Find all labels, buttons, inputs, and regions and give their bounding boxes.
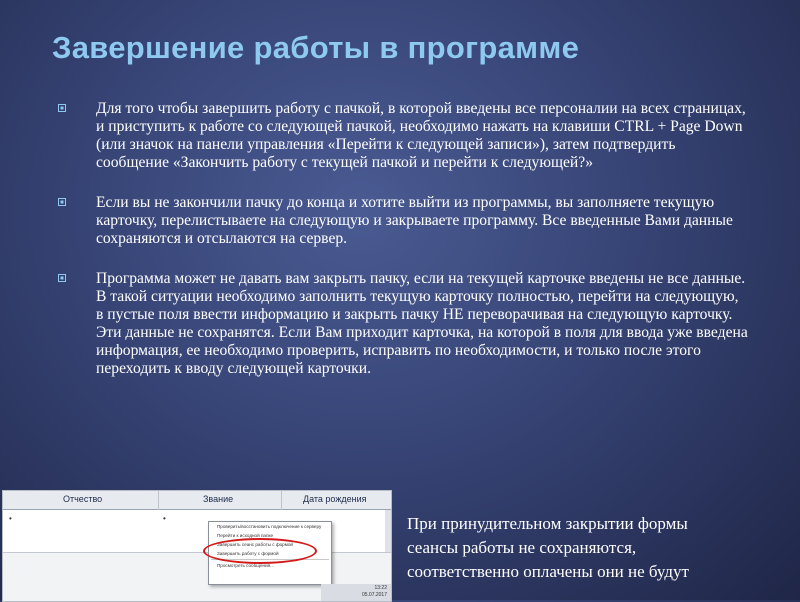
bullet-square-icon [58,198,66,206]
caption-line: соответственно оплачены они не будут [407,562,689,581]
column-header-patronymic: Отчество [63,494,103,504]
bullet-text: Если вы не закончили пачку до конца и хотите выйти из программы, вы заполняете текущую карточку, перелистываете на следующую и закрываете программу. Все введенные Вами данные сохраняются и отсылаются на сервер. [96,194,733,247]
context-menu-item: Завершить сеанс работы с формой [217,542,293,547]
embedded-app-screenshot [2,490,392,602]
context-menu-item: Завершить работу с формой [217,551,279,556]
tray-clock [362,585,387,599]
context-menu-item: Просмотреть сообщения... [217,563,274,568]
bullet-square-icon [58,104,66,112]
bullet-item [58,194,748,248]
grid-row [3,510,391,553]
slide-title: Завершение работы в программе [52,30,580,65]
column-header-birthdate: Дата рождения [303,494,367,504]
bullet-square-icon [58,274,66,282]
bullet-list [58,100,748,400]
row-marker: • [163,514,166,523]
row-marker: • [9,514,12,523]
context-menu-item: Перейти к исходной папке [217,533,274,538]
vertical-scrollbar [385,510,391,552]
bullet-item [58,100,748,172]
bullet-text: Для того чтобы завершить работу с пачкой, в которой введены все персоналии на всех страницах, и приступить к работе со следующей пачкой, необходимо нажать на клавиши CTRL + Page Down (или значок на панели управления «Перейти к следующей записи»), затем подтвердить сообщение «Закончить работу с текущей пачкой и перейти к следующей?» [96,100,746,171]
column-header-rank: Звание [203,494,234,504]
caption-line: При принудительном закрытии формы [407,514,688,533]
tray-time: 13:22 [374,585,387,591]
bullet-item [58,270,748,378]
tray-date: 05.07.2017 [361,592,387,598]
system-tray [321,584,391,601]
highlight-ellipse [203,538,317,564]
caption-text [407,512,797,584]
grid-header [3,491,391,510]
context-menu-item: Проверить/восстановить подключение к серверу [217,524,322,529]
caption-line: сеансы работы не сохраняются, [407,538,637,557]
bullet-text: Программа может не давать вам закрыть пачку, если на текущей карточке введены не все данные. В такой ситуации необходимо заполнить текущую карточку полностью, перейти на следующую, в пустые поля ввести информацию и закрыть пачку НЕ переворачивая на следующую карточку. Эти данные не сохранятся. Если Вам приходит карточка, на которой в поля для ввода уже введена информация, ее необходимо проверить, исправить по необходимости, и только после этого переходить к вводу следующей карточки. [96,270,748,377]
